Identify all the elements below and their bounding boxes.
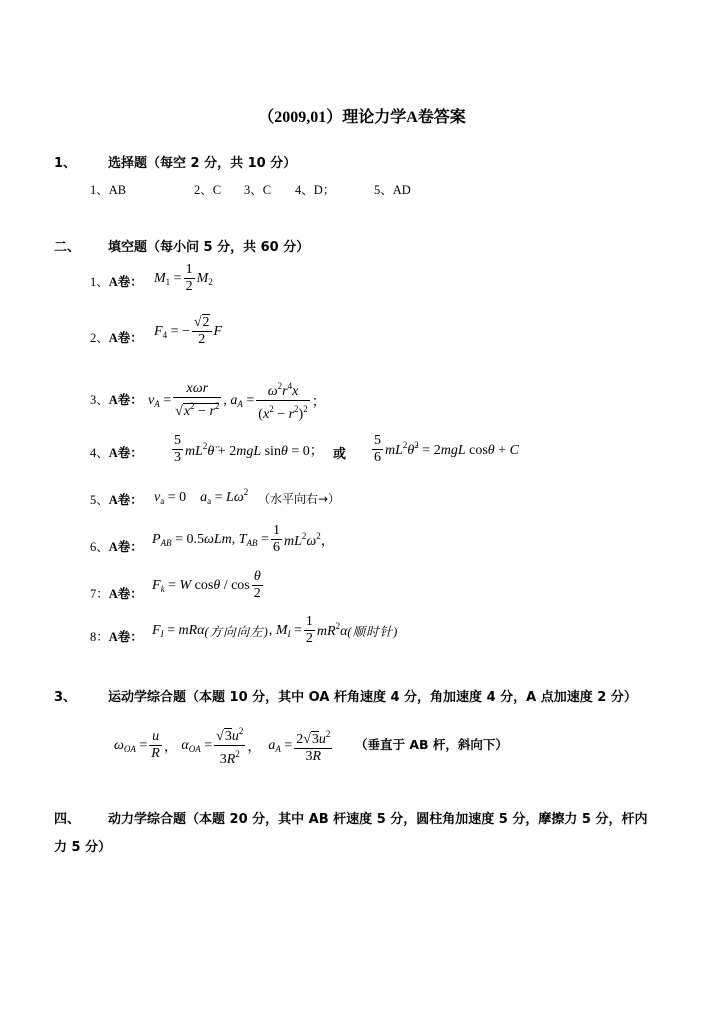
fill-item-1-label: 1、A卷：: [90, 275, 143, 289]
fill-item-5-note: （水平向右→）: [258, 492, 341, 506]
answer-4: 4、D；: [295, 183, 336, 197]
fill-item-8-label: 8：A卷：: [90, 630, 143, 644]
answer-2: 2、C: [194, 183, 222, 197]
fill-item-4-or: 或: [333, 446, 347, 461]
section-3-number: 3、: [54, 690, 77, 705]
section-2-number: 二、: [54, 240, 81, 255]
section-1-number: 1、: [54, 156, 77, 171]
fill-item-4-formula: $\frac{5}{3}$ $mL^2\thetä + 2mgL$ sinθ = 0；: [174, 433, 324, 465]
fill-item-4-label: 4、A卷：: [90, 446, 143, 460]
fill-item-3-label: 3、A卷：: [90, 393, 143, 407]
section-4-number: 四、: [54, 812, 81, 827]
answer-3: 3、C: [244, 183, 272, 197]
fill-item-6-formula: $P_{AB} = 0.5\omega Lm$, $T_{AB}$ = $\frac{1}{6}$ $mL^2\omega^2$，: [152, 523, 335, 555]
section-2-heading: 填空题（每小问 5 分，共 60 分）: [108, 240, 310, 255]
section-3-formula: $\omega_{OA}$ = $\frac{u}{R}$ ， $\alpha_{OA}$ = $\frac{√3u^2}{3R^2}$ ， $a_A$ = $\frac{2√3u^2}{3R}$: [114, 726, 331, 767]
section-4-heading: 动力学综合题（本题 20 分，其中 AB 杆速度 5 分，圆柱角加速度 5 分，摩擦力 5 分，杆内: [108, 812, 648, 827]
fill-item-1-formula: $M_1$ = $\frac{1}{2}$ $M_2$: [154, 262, 213, 294]
fill-item-7-formula: $F_k = W$ cosθ / cos $\frac{\theta}{2}$: [152, 569, 261, 601]
fill-item-2-label: 2、A卷：: [90, 331, 143, 345]
section-1-heading: 选择题（每空 2 分，共 10 分）: [108, 156, 297, 171]
fill-item-5-label: 5、A卷：: [90, 493, 143, 507]
fill-item-4-formula-alt: $\frac{5}{6}$ $mL^2\thetȧ^2 = 2mgL$ cosθ + C: [374, 433, 519, 465]
fill-item-5-formula: $v_a = 0$ $a_a = L\omega^2$: [154, 487, 249, 506]
section-4-heading-cont: 力 5 分）: [54, 840, 112, 855]
section-3-note: （垂直于 AB 杆，斜向下）: [355, 737, 508, 752]
fill-item-2-formula: $F_4$ = − $\frac{√2}{2}$ F: [154, 315, 223, 347]
fill-item-8-formula: $F_I = mR\alpha$(方向向左), $M_I$ = $\frac{1}{2}$ $mR^2\alpha$(顺时针): [152, 614, 399, 646]
fill-item-3-formula: $v_A$ = $\frac{\text{xωr}}{√x^2 - r^2}$ , $a_A$ = $\frac{\omega^2r^4x}{(x^2 - r^2)^2}$ ；: [148, 381, 326, 422]
answer-5: 5、AD: [374, 183, 411, 197]
section-3-heading: 运动学综合题（本题 10 分，其中 OA 杆角速度 4 分，角加速度 4 分，A 点加速度 2 分）: [108, 690, 637, 705]
page-title: （2009,01）理论力学A卷答案: [258, 109, 466, 126]
answer-1: 1、AB: [90, 183, 127, 197]
fill-item-7-label: 7：A卷：: [90, 587, 143, 601]
fill-item-6-label: 6、A卷：: [90, 540, 143, 554]
